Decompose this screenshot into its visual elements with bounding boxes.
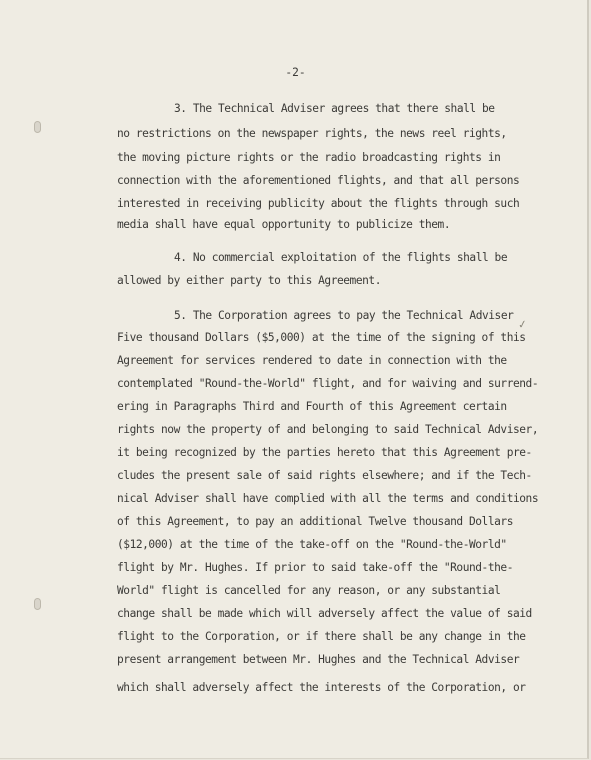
paragraph-line: interested in receiving publicity about the flights through such	[117, 197, 520, 210]
paragraph-line: allowed by either party to this Agreement.	[117, 274, 381, 287]
paragraph-line: flight to the Corporation, or if there shall be any change in the	[117, 630, 526, 643]
paragraph-line: it being recognized by the parties hereto that this Agreement pre-	[117, 446, 532, 459]
paragraph-line: which shall adversely affect the interests of the Corporation, or	[117, 681, 526, 694]
paragraph-line: present arrangement between Mr. Hughes and the Technical Adviser	[117, 653, 520, 666]
paragraph-line: media shall have equal opportunity to publicize them.	[117, 218, 451, 231]
paragraph-line: rights now the property of and belonging to said Technical Adviser,	[117, 423, 539, 436]
paragraph-line: flight by Mr. Hughes. If prior to said take-off the "Round-the-	[117, 561, 513, 574]
paragraph-line: ering in Paragraphs Third and Fourth of this Agreement certain	[117, 400, 507, 413]
paragraph-line: 3. The Technical Adviser agrees that there shall be	[174, 102, 495, 115]
paragraph-line: cludes the present sale of said rights elsewhere; and if the Tech-	[117, 469, 532, 482]
paragraph-line: World" flight is cancelled for any reason, or any substantial	[117, 584, 501, 597]
page-number: -2-	[285, 66, 306, 79]
paragraph-line: the moving picture rights or the radio broadcasting rights in	[117, 151, 501, 164]
paragraph-line: ($12,000) at the time of the take-off on the "Round-the-World"	[117, 538, 507, 551]
paragraph-line: Five thousand Dollars ($5,000) at the time of the signing of this	[117, 331, 526, 344]
paragraph-line: 5. The Corporation agrees to pay the Technical Adviser	[174, 309, 514, 322]
paragraph-line: 4. No commercial exploitation of the flights shall be	[174, 251, 508, 264]
paragraph-line: connection with the aforementioned flights, and that all persons	[117, 174, 520, 187]
paragraph-line: Agreement for services rendered to date in connection with the	[117, 354, 507, 367]
paragraph-line: of this Agreement, to pay an additional Twelve thousand Dollars	[117, 515, 513, 528]
paragraph-line: contemplated "Round-the-World" flight, and for waiving and surrend-	[117, 377, 539, 390]
binder-hole	[34, 598, 41, 610]
pencil-check-mark: ✓	[516, 317, 529, 332]
paragraph-line: nical Adviser shall have complied with all the terms and conditions	[117, 492, 539, 505]
paragraph-line: change shall be made which will adversely affect the value of said	[117, 607, 532, 620]
binder-hole	[34, 121, 41, 133]
paragraph-line: no restrictions on the newspaper rights, the news reel rights,	[117, 127, 507, 140]
